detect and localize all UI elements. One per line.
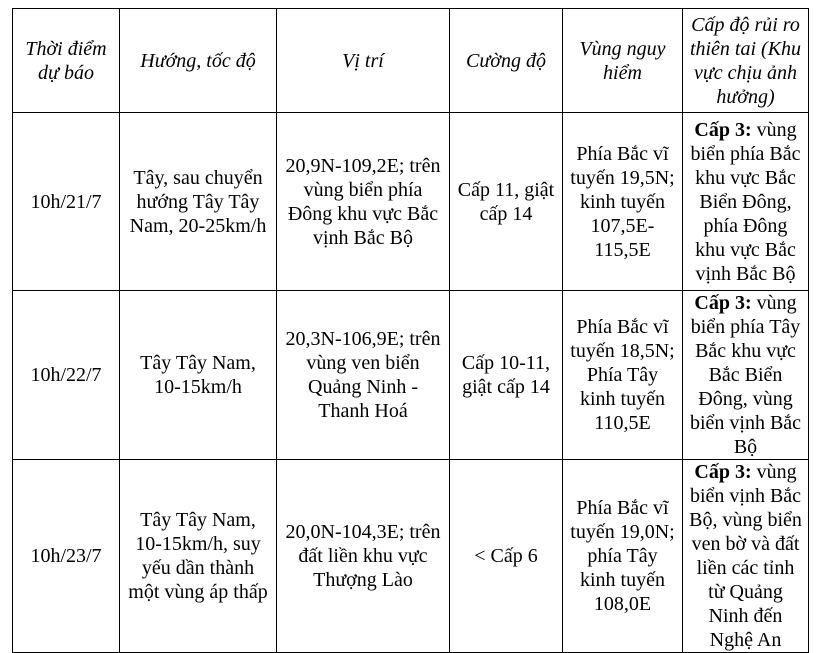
cell-danger-zone: Phía Bắc vĩ tuyến 19,5N; kinh tuyến 107,5E-115,5E xyxy=(563,113,683,291)
table-row xyxy=(13,291,809,460)
risk-area-text: vùng biển phía Bắc khu vực Bắc Biển Đông, phía Đông khu vực Bắc vịnh Bắc Bộ xyxy=(690,118,801,285)
header-danger-zone: Vùng nguy hiểm xyxy=(563,9,683,113)
header-intensity: Cường độ xyxy=(450,9,563,113)
cell-position: 20,0N-104,3E; trên đất liền khu vực Thượng Lào xyxy=(277,460,450,653)
cell-direction: Tây Tây Nam, 10-15km/h xyxy=(120,291,277,460)
cell-intensity: Cấp 10-11, giật cấp 14 xyxy=(450,291,563,460)
risk-level-label: Cấp 3: xyxy=(694,292,752,314)
cell-danger-zone: Phía Bắc vĩ tuyến 19,0N; phía Tây kinh tuyến 108,0E xyxy=(563,460,683,653)
cell-time: 10h/21/7 xyxy=(13,113,120,291)
cell-direction: Tây, sau chuyển hướng Tây Tây Nam, 20-25km/h xyxy=(120,113,277,291)
forecast-table xyxy=(12,8,809,653)
cell-intensity: < Cấp 6 xyxy=(450,460,563,653)
risk-level-label: Cấp 3: xyxy=(694,461,752,483)
header-forecast-time: Thời điểm dự báo xyxy=(13,9,120,113)
risk-area-text: vùng biển vịnh Bắc Bộ, vùng biển ven bờ và đất liền các tỉnh từ Quảng Ninh đến Nghệ An xyxy=(689,461,802,651)
table-row xyxy=(13,460,809,653)
table-header-row xyxy=(13,9,809,113)
cell-time: 10h/23/7 xyxy=(13,460,120,653)
cell-position: 20,9N-109,2E; trên vùng biển phía Đông khu vực Bắc vịnh Bắc Bộ xyxy=(277,113,450,291)
cell-position: 20,3N-106,9E; trên vùng ven biển Quảng Ninh - Thanh Hoá xyxy=(277,291,450,460)
header-direction-speed: Hướng, tốc độ xyxy=(120,9,277,113)
cell-intensity: Cấp 11, giật cấp 14 xyxy=(450,113,563,291)
header-position: Vị trí xyxy=(277,9,450,113)
cell-risk xyxy=(683,291,809,460)
risk-area-text: vùng biển phía Tây Bắc khu vực Bắc Biển Đông, vùng biển vịnh Bắc Bộ xyxy=(689,292,802,458)
cell-time: 10h/22/7 xyxy=(13,291,120,460)
header-risk-level: Cấp độ rủi ro thiên tai (Khu vực chịu ảnh hưởng) xyxy=(683,9,809,113)
cell-risk xyxy=(683,460,809,653)
risk-level-label: Cấp 3: xyxy=(694,118,752,141)
cell-direction: Tây Tây Nam, 10-15km/h, suy yếu dần thành một vùng áp thấp xyxy=(120,460,277,653)
table-row xyxy=(13,113,809,291)
cell-danger-zone: Phía Bắc vĩ tuyến 18,5N; Phía Tây kinh tuyến 110,5E xyxy=(563,291,683,460)
cell-risk xyxy=(683,113,809,291)
